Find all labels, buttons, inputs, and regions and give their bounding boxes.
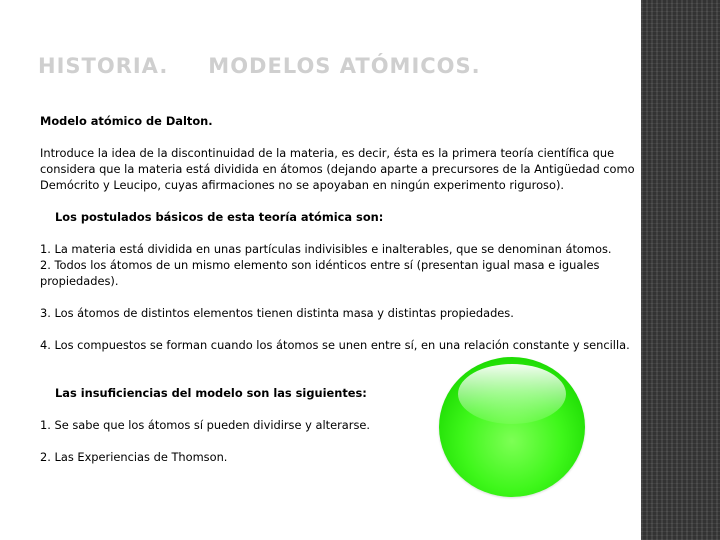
postulate-item: 4. Los compuestos se forman cuando los átomos se unen entre sí, en una relación constante y sencilla.	[40, 338, 630, 352]
title-modelos-atomicos: MODELOS ATÓMICOS.	[208, 54, 481, 78]
postulates-heading: Los postulados básicos de esta teoría atómica son:	[55, 210, 384, 224]
insufficiency-item: 1. Se sabe que los átomos sí pueden dividirse y alterarse.	[40, 418, 371, 432]
decorative-side-band	[641, 0, 720, 540]
title-historia: HISTORIA.	[38, 54, 169, 78]
postulate-item: 1. La materia está dividida en unas partículas indivisibles e inalterables, que se denominan átomos.	[40, 242, 612, 256]
intro-paragraph: Introduce la idea de la discontinuidad de la materia, es decir, ésta es la primera teoría científica que considera que la materia está dividida en átomos (dejando aparte a precursores de la Antigüedad como Demócrito y Leucipo, cuyas afirmaciones no se apoyaban en ningún experimento riguroso).	[40, 146, 635, 192]
insufficiency-item: 2. Las Experiencias de Thomson.	[40, 450, 228, 464]
insufficiencies-heading: Las insuficiencias del modelo son las siguientes:	[55, 386, 367, 400]
slide-title	[38, 54, 481, 84]
section-heading-dalton: Modelo atómico de Dalton.	[40, 114, 213, 128]
green-atom-sphere	[439, 357, 585, 497]
sphere-highlight	[458, 364, 566, 424]
postulate-item: 2. Todos los átomos de un mismo elemento son idénticos entre sí (presentan igual masa e iguales propiedades).	[40, 258, 600, 288]
postulate-item: 3. Los átomos de distintos elementos tienen distinta masa y distintas propiedades.	[40, 306, 514, 320]
